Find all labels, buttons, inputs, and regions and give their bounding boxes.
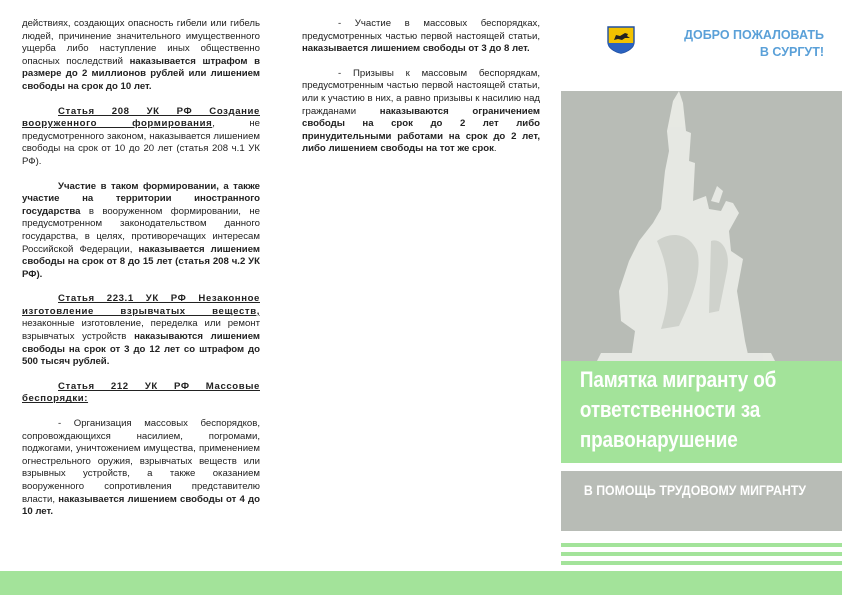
monument-image <box>561 91 842 361</box>
bottom-band <box>0 571 842 595</box>
left-column <box>22 18 260 531</box>
paragraph-text: действиях, создающих опасность гибели или гибель людей, причинение значительного имущественного ущерба либо наступление иных общественно опасных последствий <box>22 18 260 67</box>
article-208-text: , не предусмотренного законом, наказывается лишением свободы на срок от 10 до 20 лет (статья 208 ч.1 УК РФ). <box>22 118 260 167</box>
participation-text: в вооруженном формировании, не предусмотренном законодательством данного государства, в целях, противоречащих интересам Российской Федерации, <box>22 205 260 255</box>
welcome-line-1: ДОБРО ПОЖАЛОВАТЬ <box>684 28 824 42</box>
paragraph-terrorism-penalty <box>22 18 260 94</box>
welcome-line-2: В СУРГУТ! <box>759 45 824 59</box>
participation-lead: Участие в таком формировании, а также участие на территории иностранного государства <box>22 180 260 217</box>
decorative-stripe <box>561 561 842 565</box>
article-212-block <box>22 381 260 406</box>
riot-participation-block <box>302 18 540 56</box>
article-223-heading: Статья 223.1 УК РФ Незаконное изготовление взрывчатых веществ, <box>22 293 260 317</box>
brochure-title-panel <box>561 361 842 463</box>
article-223-block <box>22 293 260 369</box>
article-223-penalty: наказываются лишением свободы на срок от 3 до 12 лет со штрафом до 500 тысяч рублей. <box>22 331 260 368</box>
middle-column <box>302 18 540 168</box>
riot-calls-penalty: наказываются ограничением свободы на срок до 2 лет либо принудительными работами на срок до 2 лет, либо лишением свободы на тот же срок <box>302 105 540 155</box>
subtitle-panel <box>561 471 842 531</box>
riot-participation-penalty: наказывается лишением свободы от 3 до 8 лет. <box>302 43 530 55</box>
penalty-text: наказывается штрафом в размере до 2 миллионов рублей или лишением свободы на срок до 10 лет. <box>22 55 260 92</box>
riot-participation-text: - Участие в массовых беспорядках, предусмотренных частью первой настоящей статьи, <box>302 18 540 42</box>
brochure-subtitle: В ПОМОЩЬ ТРУДОВОМУ МИГРАНТУ <box>583 482 807 498</box>
welcome-heading <box>660 27 824 61</box>
participation-block <box>22 181 260 282</box>
decorative-stripe <box>561 543 842 547</box>
monument-silhouette-icon <box>561 91 842 361</box>
article-208-block <box>22 106 260 169</box>
riot-calls-block <box>302 68 540 156</box>
riot-calls-end: . <box>493 143 497 155</box>
riot-organization-text: - Организация массовых беспорядков, сопровождающихся насилием, погромами, поджогами, уничтожением имущества, применением огнестрельного оружия, взрывчатых веществ или взрывных устройств, а также оказанием вооруженного сопротивления представителю власти, <box>22 418 260 505</box>
article-223-text: незаконные изготовление, переделка или ремонт взрывчатых устройств <box>22 318 260 343</box>
riot-organization-block <box>22 418 260 519</box>
surgut-coat-of-arms-icon <box>606 26 636 54</box>
decorative-stripe <box>561 552 842 556</box>
riot-calls-text: - Призывы к массовым беспорядкам, предусмотренным частью первой настоящей статьи, или к участию в них, а равно призывы к насилию над гражданами <box>302 67 540 117</box>
brochure-title: Памятка мигранту об ответственности за правонарушение <box>579 367 777 452</box>
article-208-heading: Статья 208 УК РФ Создание вооруженного формирования <box>22 105 260 130</box>
article-212-heading: Статья 212 УК РФ Массовые беспорядки: <box>22 380 260 405</box>
riot-organization-penalty: наказывается лишением свободы от 4 до 10 лет. <box>22 493 260 518</box>
participation-penalty: наказывается лишением свободы на срок от 8 до 15 лет (статья 208 ч.2 УК РФ). <box>22 243 261 280</box>
